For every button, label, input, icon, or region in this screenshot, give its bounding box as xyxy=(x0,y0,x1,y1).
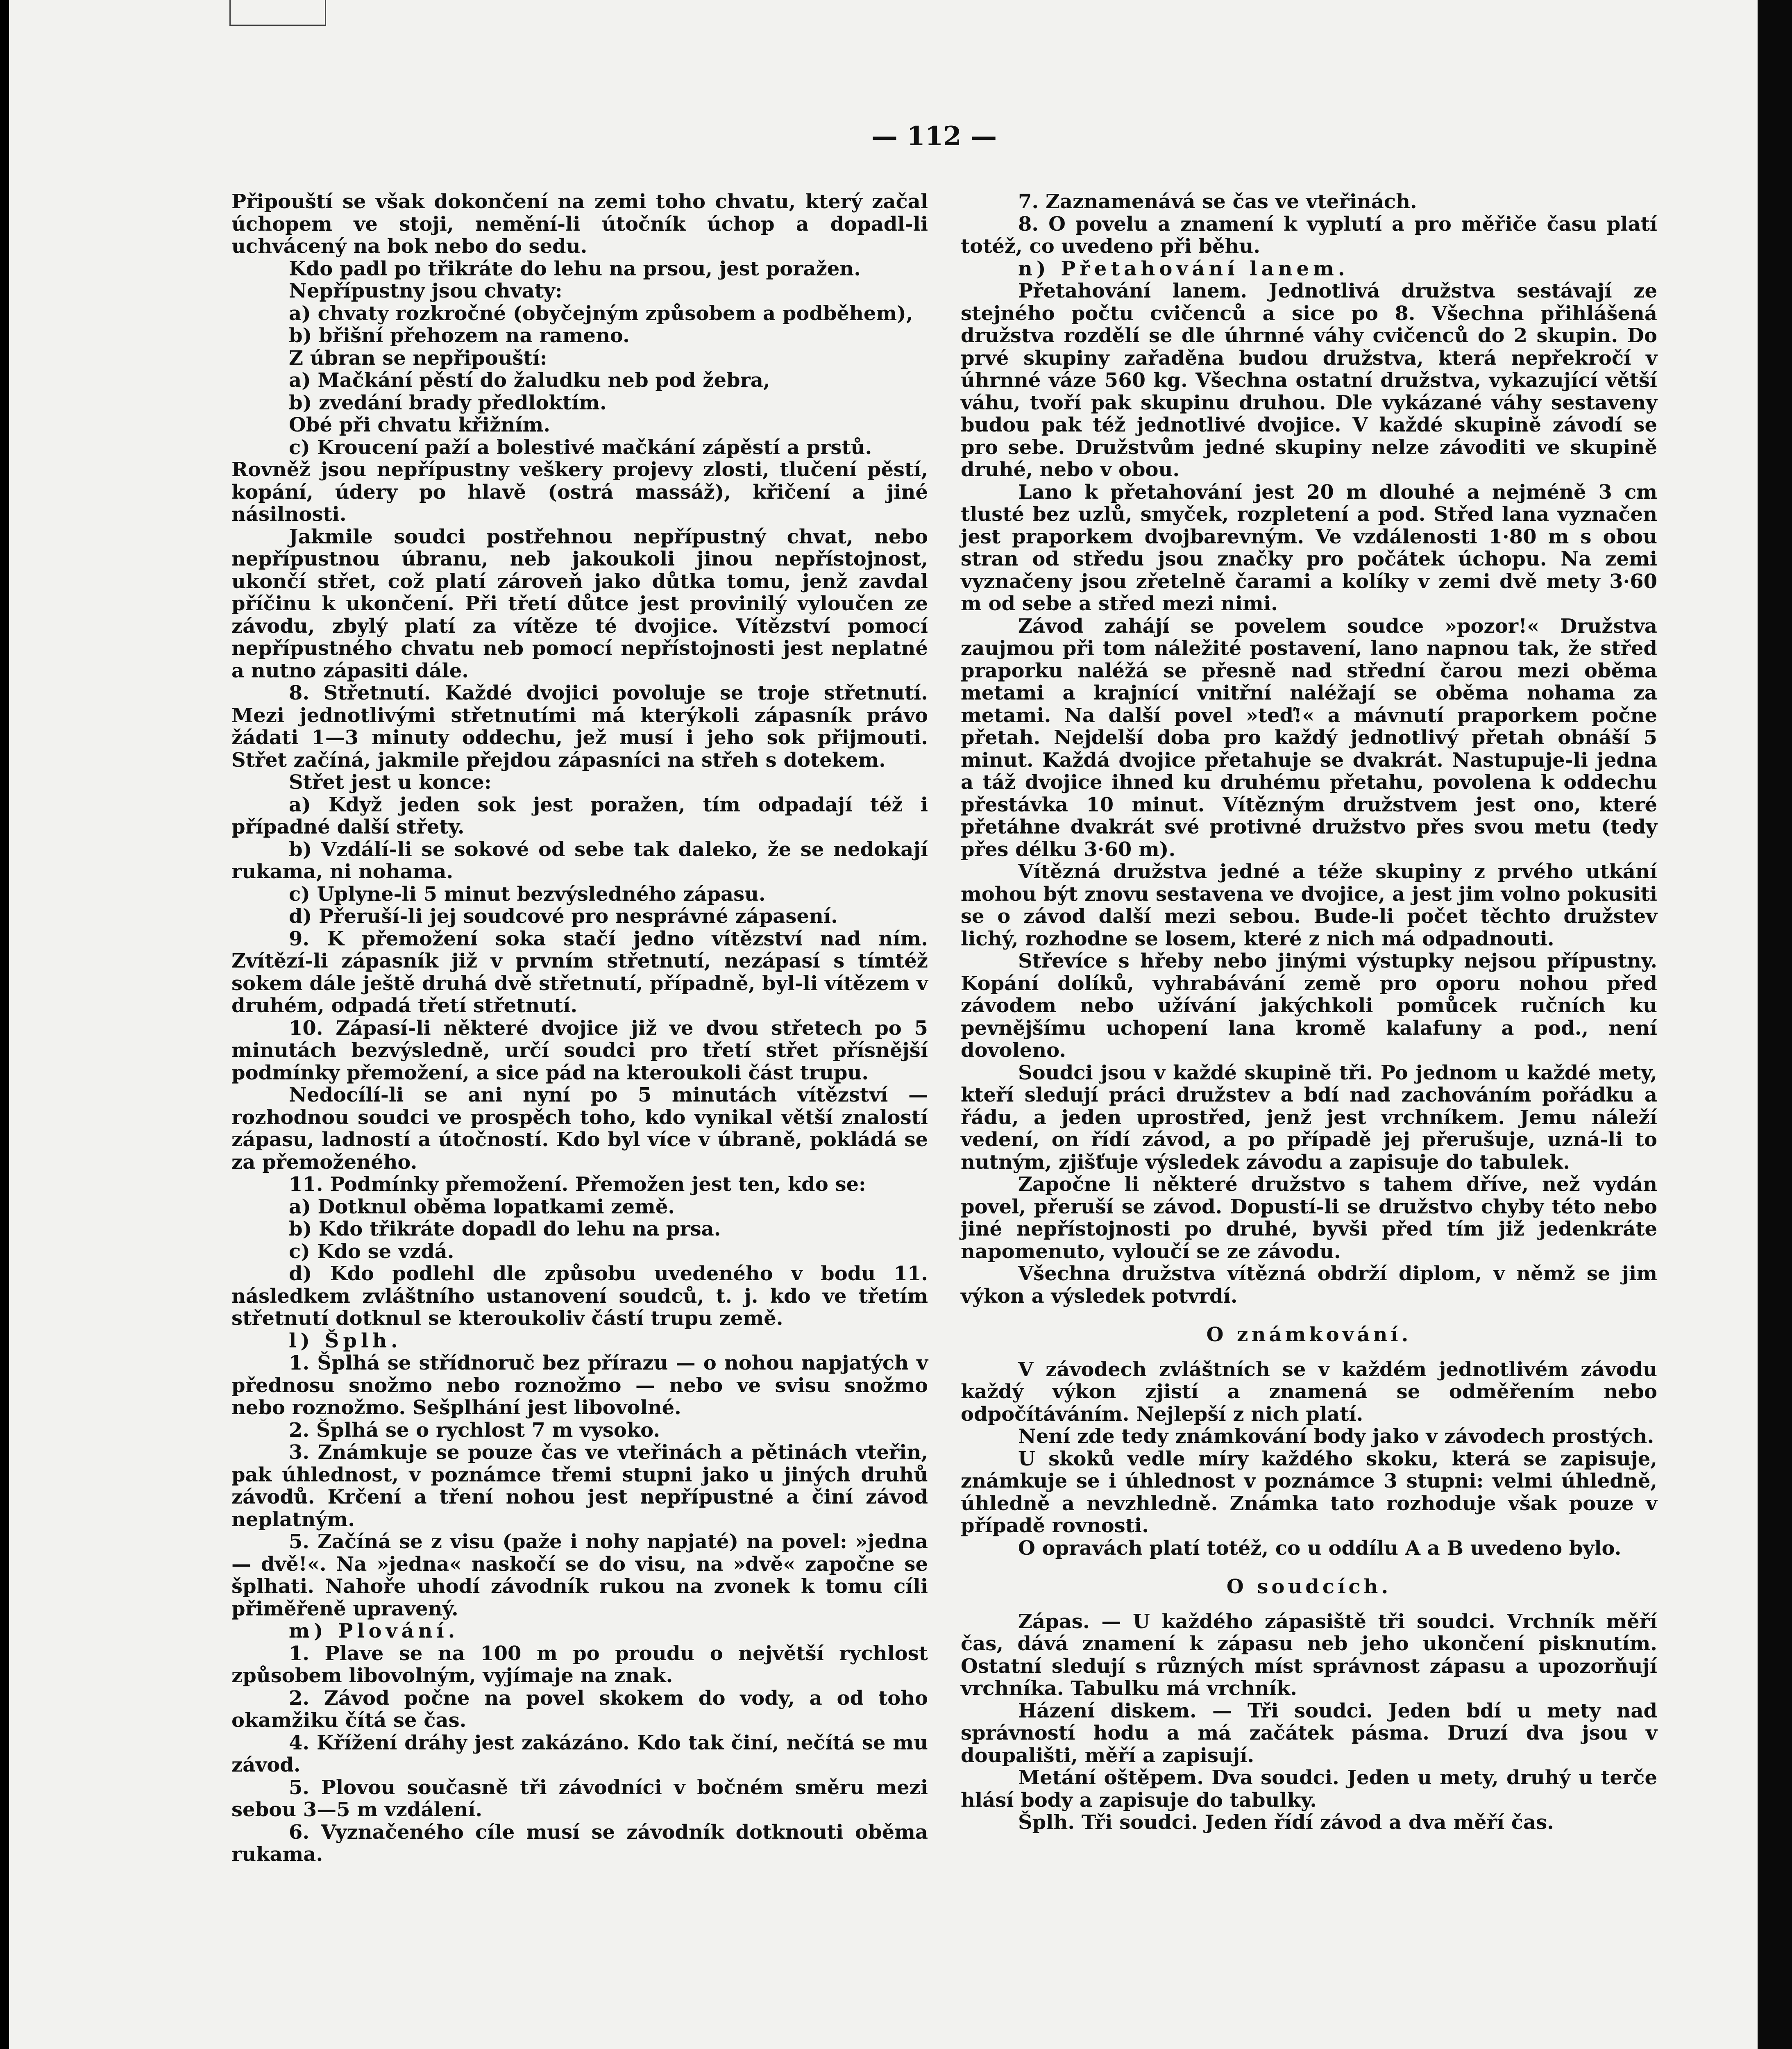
paragraph: 1. Šplhá se střídnoruč bez přírazu — o nohou napjatých v přednosu snožmo nebo roznožmo — nebo ve svisu snožmo nebo roznožmo. Sešplhání jest libovolné. xyxy=(231,1352,928,1419)
list-item: b) Kdo třikráte dopadl do lehu na prsa. xyxy=(289,1218,721,1240)
paragraph: 9. K přemožení soka stačí jedno vítězství nad ním. Zvítězí-li zápasník již v prvním střetnutí, nezápasí s tímtéž sokem dále ještě druhá dvě střetnutí, případně, byl-li vítězem v druhém, odpadá třetí střetnutí. xyxy=(231,927,928,1017)
paragraph: 3. Známkuje se pouze čas ve vteřinách a pětinách vteřin, pak úhlednost, v poznámce třemi stupni jako u jiných druhů závodů. Krčení a tření nohou jest nepřípustné a činí závod neplatným. xyxy=(231,1441,928,1531)
paragraph: Nedocílí-li se ani nyní po 5 minutách vítězství — rozhodnou soudci ve prospěch toho, kdo vynikal větší znalostí zápasu, ladností a útočností. Kdo byl více v úbraně, pokládá se za přemoženého. xyxy=(231,1084,928,1174)
paragraph: 5. Začíná se z visu (paže i nohy napjaté) na povel: »jedna — dvě!«. Na »jedna« naskočí se do visu, na »dvě« započne se šplhati. Nahoře uhodí závodník rukou na zvonek k tomu cíli přiměřeně upravený. xyxy=(231,1530,928,1620)
paragraph: 8. Střetnutí. Každé dvojici povoluje se troje střetnutí. Mezi jednotlivými střetnutími má kterýkoli zápasník právo žádati 1—3 minuty oddechu, jež musí i jeho sok přijmouti. Střet začíná, jakmile přejdou zápasníci na střeh s dotekem. xyxy=(231,681,928,772)
paragraph: 8. O povelu a znamení k vyplutí a pro měřiče času platí totéž, co uvedeno při běhu. xyxy=(961,212,1657,258)
list-item: a) chvaty rozkročné (obyčejným způsobem a podběhem), xyxy=(289,302,913,325)
paragraph: Připouští se však dokončení na zemi toho chvatu, který začal úchopem ve stoji, nemění-li útočník úchop a dopadl-li uchvácený na bok nebo do sedu. xyxy=(231,190,928,258)
section-heading: l) Šplh. xyxy=(289,1329,402,1352)
paragraph: 7. Zaznamenává se čas ve vteřinách. xyxy=(1018,190,1417,213)
paragraph: Všechna družstva vítězná obdrží diplom, v němž se jim výkon a výsledek potvrdí. xyxy=(961,1262,1657,1308)
paragraph: Započne li některé družstvo s tahem dříve, než vydán povel, přeruší se závod. Dopustí-li se družstvo chyby této nebo jiné nepřístojnosti po druhé, byvši před tím již jedenkráte napomenuto, vyloučí se ze závodu. xyxy=(961,1173,1657,1263)
paragraph: 10. Zápasí-li některé dvojice již ve dvou střetech po 5 minutách bezvýsledně, určí soudci pro třetí střet přísnější podmínky přemožení, a sice pád na kteroukoli část trupu. xyxy=(231,1016,928,1084)
paragraph: Přetahování lanem. Jednotlivá družstva sestávají ze stejného počtu cvičenců a sice po 8. Všechna přihlášená družstva rozdělí se dle úhrnné váhy cvičenců do 2 skupin. Do prvé skupiny zařaděna budou družstva, která nepřekročí v úhrnné váze 560 kg. Všechna ostatní družstva, vykazující větší váhu, tvoří pak skupinu druhou. Dle vykázané váhy sestaveny budou pak též jednotlivé dvojice. V každé skupině závodí se pro sebe. Družstvům jedné skupiny nelze závoditi ve skupině druhé, nebo v obou. xyxy=(961,279,1657,481)
paragraph: Vítězná družstva jedné a téže skupiny z prvého utkání mohou být znovu sestavena ve dvojice, a jest jim volno pokusiti se o závod další mezi sebou. Bude-li počet těchto družstev lichý, rozhodne se losem, které z nich má odpadnouti. xyxy=(961,860,1657,950)
list-item: Obé při chvatu křižním. xyxy=(289,413,550,436)
list-item: a) Dotknul oběma lopatkami země. xyxy=(289,1195,675,1218)
list-item: d) Přeruší-li jej soudcové pro nesprávné zápasení. xyxy=(289,905,838,928)
paragraph: Zápas. — U každého zápasiště tři soudci. Vrchník měří čas, dává znamení k zápasu neb jeho ukončení pisknutím. Ostatní sledují s různých míst správnost zápasu a upozorňují vrchníka. Tabulku má vrchník. xyxy=(961,1610,1657,1700)
paragraph: V závodech zvláštních se v každém jednotlivém závodu každý výkon zjistí a znamená se odměřením nebo odpočítáváním. Nejlepší z nich platí. xyxy=(961,1358,1657,1426)
paragraph: Z úbran se nepřipouští: xyxy=(289,346,547,370)
section-heading: O soudcích. xyxy=(1226,1575,1392,1598)
list-item: a) Mačkání pěstí do žaludku neb pod žebra, xyxy=(289,369,770,392)
paragraph: 11. Podmínky přemožení. Přemožen jest ten, kdo se: xyxy=(289,1173,866,1196)
paragraph: Házení diskem. — Tři soudci. Jeden bdí u mety nad správností hodu a má začátek pásma. Druzí dva jsou v doupališti, měří a zapisují. xyxy=(961,1699,1657,1767)
paragraph: Nepřípustny jsou chvaty: xyxy=(289,279,563,302)
paragraph: Střet jest u konce: xyxy=(289,771,492,794)
paragraph: Závod zahájí se povelem soudce »pozor!« Družstva zaujmou při tom náležité postavení, lano napnou tak, že střed praporku naléžá se přesně nad střední čarou mezi oběma metami a krajnící vnitřní naléžají se oběma nohama za metami. Na další povel »teď!« a mávnutí praporkem počne přetah. Nejdelší doba pro každý jednotlivý přetah obnáší 5 minut. Každá dvojice přetahuje se dvakrát. Nastupuje-li jedna a táž dvojice ihned ku druhému přetahu, povolena k oddechu přestávka 10 minut. Vítězným družstvem jest ono, které přetáhne dvakrát své protivné družstvo přes svou metu (tedy přes délku 3·60 m). xyxy=(961,614,1657,861)
paragraph: Kdo padl po třikráte do lehu na prsou, jest poražen. xyxy=(289,257,861,280)
list-item: c) Kdo se vzdá. xyxy=(289,1240,454,1263)
paragraph: U skoků vedle míry každého skoku, která se zapisuje, známkuje se i úhlednost v poznámce 3 stupni: velmi úhledně, úhledně a nevzhledně. Známka tato rozhoduje však pouze v případě rovnosti. xyxy=(961,1447,1657,1537)
scan-border-left xyxy=(0,0,9,2049)
paragraph: Rovněž jsou nepřípustny veškery projevy zlosti, tlučení pěstí, kopání, údery po hlavě (ostrá massáž), křičení a jiné násilnosti. xyxy=(231,458,928,526)
left-column xyxy=(231,191,928,1866)
paragraph: 4. Křížení dráhy jest zakázáno. Kdo tak činí, nečítá se mu závod. xyxy=(231,1731,928,1776)
paragraph: 2. Závod počne na povel skokem do vody, a od toho okamžiku čítá se čas. xyxy=(231,1686,928,1732)
paragraph: Šplh. Tři soudci. Jeden řídí závod a dva měří čas. xyxy=(1018,1811,1554,1834)
paragraph: 1. Plave se na 100 m po proudu o největší rychlost způsobem libovolným, vyjímaje na znak. xyxy=(231,1642,928,1687)
list-item: b) břišní přehozem na rameno. xyxy=(289,324,630,347)
paragraph: Soudci jsou v každé skupině tři. Po jednom u každé mety, kteří sledují práci družstev a bdí nad zachováním pořádku a řádu, a jeden uprostřed, jenž jest vrchníkem. Jemu náleží vedení, on řídí závod, a po případě jej přerušuje, uzná-li to nutným, zjišťuje výsledek závodu a zapisuje do tabulek. xyxy=(961,1061,1657,1174)
list-item: c) Kroucení paží a bolestivé mačkání zápěstí a prstů. xyxy=(289,436,872,459)
list-item: b) zvedání brady předloktím. xyxy=(289,391,607,414)
paragraph: 5. Plovou současně tři závodníci v bočném směru mezi sebou 3—5 m vzdálení. xyxy=(231,1776,928,1821)
paragraph: Lano k přetahování jest 20 m dlouhé a nejméně 3 cm tlusté bez uzlů, smyček, rozpletení a pod. Střed lana vyznačen jest praporkem dvojbarevným. Ve vzdálenosti 1·80 m s obou stran od středu jsou značky pro počátek úchopu. Na zemi vyznačeny jsou zřetelně čarami a kolíky v zemi dvě mety 3·60 m od sebe a střed mezi nimi. xyxy=(961,480,1657,615)
page-number: — 112 — xyxy=(871,121,997,152)
list-item: a) Když jeden sok jest poražen, tím odpadají též i případné další střety. xyxy=(231,793,928,838)
list-item: d) Kdo podlehl dle způsobu uvedeného v bodu 11. následkem zvláštního ustanovení soudců, t. j. kdo ve třetím střetnutí dotknul se kteroukoliv částí trupu země. xyxy=(231,1262,928,1330)
paragraph: 6. Vyznačeného cíle musí se závodník dotknouti oběma rukama. xyxy=(231,1820,928,1866)
list-item: b) Vzdálí-li se sokové od sebe tak daleko, že se nedokají rukama, ni nohama. xyxy=(231,838,928,883)
paragraph: O opravách platí totéž, co u oddílu A a B uvedeno bylo. xyxy=(1018,1536,1622,1560)
section-heading: m) Plování. xyxy=(289,1620,459,1642)
right-column xyxy=(961,191,1657,1834)
paragraph: Jakmile soudci postřehnou nepřípustný chvat, nebo nepřípustnou úbranu, neb jakoukoli jinou nepřístojnost, ukončí střet, což platí zároveň jako důtka tomu, jenž zavdal příčinu k ukončení. Při třetí důtce jest provinilý vyloučen ze závodu, zbylý platí za vítěze té dvojice. Vítězství pomocí nepřípustného chvatu neb pomocí nepřístojnosti jest neplatné a nutno zápasiti dále. xyxy=(231,525,928,682)
paragraph: Metání oštěpem. Dva soudci. Jeden u mety, druhý u terče hlásí body a zapisuje do tabulky. xyxy=(961,1766,1657,1812)
scan-border-right xyxy=(1758,0,1792,2049)
paragraph: 2. Šplhá se o rychlost 7 m vysoko. xyxy=(289,1418,660,1442)
paragraph: Střevíce s hřeby nebo jinými výstupky nejsou přípustny. Kopání dolíků, vyhrabávání země pro oporu nohou před závodem nebo užívání jakýchkoli pomůcek ručních ku pevnějšímu uchopení lana kromě kalafuny a pod., není dovoleno. xyxy=(961,950,1657,1062)
corner-stamp xyxy=(229,0,326,26)
section-heading: n) Přetahování lanem. xyxy=(1018,257,1349,280)
section-heading: O známkování. xyxy=(1206,1323,1412,1346)
paragraph: Není zde tedy známkování body jako v závodech prostých. xyxy=(1018,1425,1654,1448)
list-item: c) Uplyne-li 5 minut bezvýsledného zápasu. xyxy=(289,882,766,906)
